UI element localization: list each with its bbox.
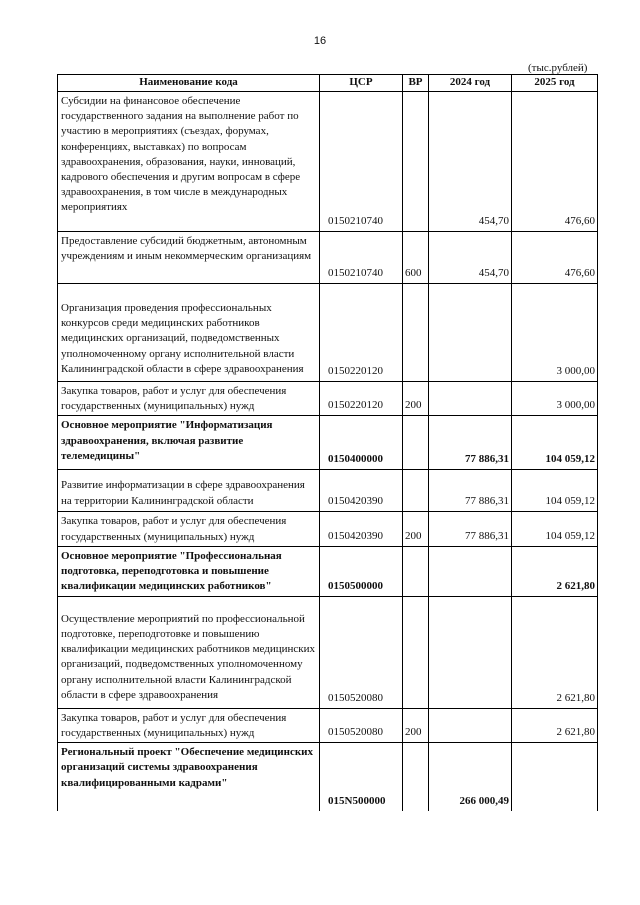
row-vr [403,596,429,708]
table-row [58,708,598,742]
row-2024: 77 886,31 [429,416,512,470]
row-2024 [429,708,512,742]
row-2025: 104 059,12 [512,416,598,470]
row-2025 [512,743,598,811]
row-name: Закупка товаров, работ и услуг для обеспечения государственных (муниципальных) нужд [58,382,320,416]
row-name: Осуществление мероприятий по профессиональной подготовке, переподготовке и повышению квалификации медицинских работников медицинских организаций, подведомственных уполномоченному органу исполнительной власти Калининградской области в сфере здравоохранения [58,596,320,708]
budget-table [57,74,598,811]
row-name: Субсидии на финансовое обеспечение государственного задания на выполнение работ по участию в мероприятиях (съездах, форумах, конференциях, выставках) по вопросам здравоохранения, образования, науки, инноваций, кадрового обеспечения и другим вопросам в сфере здравоохранения, в том числе в международных мероприятиях [58,92,320,232]
table-row [58,596,598,708]
row-csr: 0150420390 [320,512,403,546]
row-vr: 200 [403,382,429,416]
table-header-row [58,75,598,92]
row-2024: 77 886,31 [429,470,512,512]
row-vr [403,470,429,512]
row-csr: 0150220120 [320,284,403,382]
row-2024: 454,70 [429,92,512,232]
page-number: 16 [313,35,327,47]
row-2024 [429,284,512,382]
table-row [58,382,598,416]
table-row [58,284,598,382]
table-row [58,92,598,232]
row-name: Закупка товаров, работ и услуг для обеспечения государственных (муниципальных) нужд [58,708,320,742]
row-name: Организация проведения профессиональных конкурсов среди медицинских работников медицинских организаций, подведомственных уполномоченному органу исполнительной власти Калининградской области в сфере здравоохранения [58,284,320,382]
header-csr: ЦСР [320,75,403,92]
table-row [58,232,598,284]
row-vr [403,546,429,596]
header-2024: 2024 год [429,75,512,92]
row-2025: 104 059,12 [512,512,598,546]
row-2024: 77 886,31 [429,512,512,546]
row-vr: 200 [403,512,429,546]
row-csr: 0150520080 [320,596,403,708]
row-2025: 2 621,80 [512,596,598,708]
row-csr: 0150220120 [320,382,403,416]
table-row [58,512,598,546]
row-2025: 2 621,80 [512,546,598,596]
row-name: Основное мероприятие "Профессиональная подготовка, переподготовка и повышение квалификации медицинских работников" [58,546,320,596]
row-vr: 200 [403,708,429,742]
row-2025: 476,60 [512,92,598,232]
row-csr: 0150500000 [320,546,403,596]
header-name: Наименование кода [58,75,320,92]
table-row [58,546,598,596]
row-2024: 454,70 [429,232,512,284]
row-csr: 0150210740 [320,232,403,284]
row-2025: 104 059,12 [512,470,598,512]
header-vr: ВР [403,75,429,92]
row-vr [403,743,429,811]
row-csr: 0150400000 [320,416,403,470]
row-2024 [429,596,512,708]
row-2024 [429,546,512,596]
row-vr [403,284,429,382]
table-row [58,470,598,512]
row-vr [403,416,429,470]
row-csr: 015N500000 [320,743,403,811]
row-vr [403,92,429,232]
row-2025: 476,60 [512,232,598,284]
row-csr: 0150210740 [320,92,403,232]
row-2025: 2 621,80 [512,708,598,742]
row-name: Закупка товаров, работ и услуг для обеспечения государственных (муниципальных) нужд [58,512,320,546]
row-name: Региональный проект "Обеспечение медицинских организаций системы здравоохранения квалифицированными кадрами" [58,743,320,811]
row-2025: 3 000,00 [512,284,598,382]
table-row [58,416,598,470]
header-2025: 2025 год [512,75,598,92]
row-2024 [429,382,512,416]
row-vr: 600 [403,232,429,284]
row-csr: 0150520080 [320,708,403,742]
row-name: Основное мероприятие "Информатизация здравоохранения, включая развитие телемедицины" [58,416,320,470]
row-name: Предоставление субсидий бюджетным, автономным учреждениям и иным некоммерческим организациям [58,232,320,284]
row-2025: 3 000,00 [512,382,598,416]
row-2024: 266 000,49 [429,743,512,811]
row-name: Развитие информатизации в сфере здравоохранения на территории Калининградской области [58,470,320,512]
table-row [58,743,598,811]
unit-note: (тыс.рублей) [528,62,588,74]
row-csr: 0150420390 [320,470,403,512]
